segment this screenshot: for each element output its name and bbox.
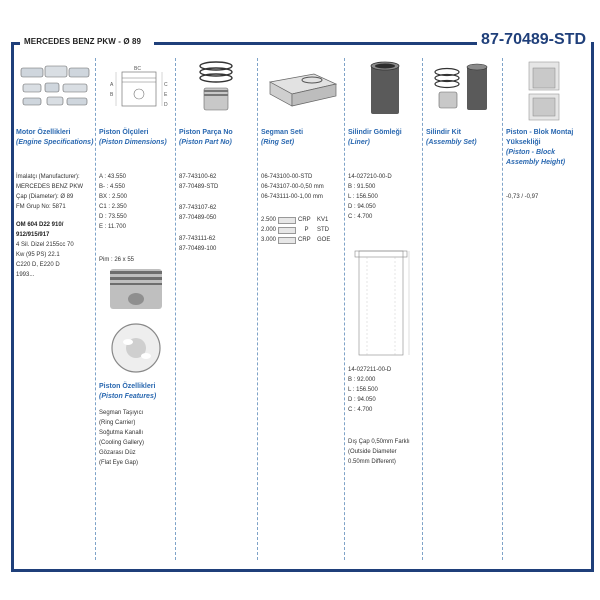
dim-line: BX : 2.500: [99, 194, 128, 200]
ring-type: P: [304, 227, 309, 233]
part-number: 87-743111-62: [179, 236, 216, 242]
part-number: 87-70489-100: [179, 246, 217, 252]
piston-diagram-icon: [98, 64, 174, 114]
engine-line: 1993...: [16, 272, 35, 278]
engine-column: [13, 58, 95, 560]
engine-subtitle: (Engine Specifications): [16, 139, 94, 146]
height-subtitle-line: Assembly Height): [506, 159, 566, 166]
piston-part-numbers: [179, 172, 218, 254]
header-title: MERCEDES BENZ PKW - Ø 89: [20, 37, 145, 46]
dim-line: B- : 4.550: [99, 184, 126, 190]
piston-dims-title-text: Piston Ölçüleri: [99, 129, 149, 136]
liner-spec-2: [348, 365, 391, 415]
liner-note-line: Dış Çap 0,50mm Farklı: [348, 439, 410, 445]
diagram-label-d: D: [164, 102, 168, 108]
part-number: 87-70489-STD: [179, 184, 219, 190]
liner-code: 14-027210-00-D: [348, 174, 392, 180]
feature-line: Soğutma Kanallı: [99, 430, 144, 436]
ring-spec-row: [261, 215, 330, 225]
piston-dims-subtitle: (Piston Dimensions): [99, 139, 167, 146]
height-title: [506, 128, 573, 168]
engine-line: C220 D, E220 D: [16, 262, 60, 268]
piston-dims-column: [95, 58, 175, 560]
liner-note: [348, 437, 410, 467]
diagram-label-b: B: [110, 92, 114, 98]
kit-subtitle: (Assembly Set): [426, 139, 477, 146]
height-title-line: Yüksekliği: [506, 139, 541, 146]
part-number: 87-743100-62: [179, 174, 217, 180]
part-number: 87-743107-62: [179, 205, 217, 211]
ring-size: 2.500: [261, 217, 277, 223]
liner-line: D : 94.050: [348, 397, 376, 403]
kit-title-text: Silindir Kit: [426, 129, 461, 136]
assembly-set-icon: [427, 60, 497, 120]
ring-code: GOE: [317, 237, 331, 243]
ring-code: KV1: [317, 217, 329, 223]
ring-spec-table: [261, 215, 330, 245]
feature-line: Segman Taşıyıcı: [99, 410, 144, 416]
engine-line: MERCEDES BENZ PKW: [16, 184, 84, 190]
liner-line: L : 156.500: [348, 194, 378, 200]
ring-size: 3.000: [261, 237, 277, 243]
piston-features-title: [99, 382, 156, 402]
piston-part-subtitle: (Piston Part No): [179, 139, 232, 146]
ring-profile-icon: [278, 227, 296, 234]
liner-note-line: (Outside Diameter: [348, 449, 397, 455]
ring-set-codes: [261, 172, 324, 202]
liner-drawing: [347, 243, 417, 363]
piston-dims-title: [99, 128, 167, 148]
piston-part-title: [179, 128, 233, 148]
ring-size: 2.000: [261, 227, 277, 233]
ring-set-code: 06-743100-00-STD: [261, 174, 313, 180]
ring-spec-row: [261, 235, 330, 245]
ring-set-box-icon: [264, 62, 340, 117]
diagram-label-bc: BC: [134, 66, 141, 72]
engine-line: İmalatçı (Manufacturer):: [16, 174, 80, 180]
piston-features-subtitle: (Piston Features): [99, 393, 157, 400]
engine-line: Kw (95 PS) 22.1: [16, 252, 60, 258]
diagram-label-c: C: [164, 82, 168, 88]
assembly-height-icon: [511, 58, 581, 123]
liner-column: [344, 58, 422, 560]
ring-set-code: 06-743107-00-0,50 mm: [261, 184, 324, 190]
dim-line: A : 43.550: [99, 174, 127, 180]
ring-profile-icon: [278, 217, 296, 224]
liner-line: B : 91.500: [348, 184, 376, 190]
vehicles-icon: [15, 60, 95, 115]
liner-line: D : 94.050: [348, 204, 376, 210]
liner-title: [348, 128, 402, 148]
feature-line: (Cooling Gallery): [99, 440, 145, 446]
dim-line: E : 11.700: [99, 224, 126, 230]
ring-set-title-text: Segman Seti: [261, 129, 304, 136]
dim-line: D : 73.550: [99, 214, 127, 220]
engine-specs: [16, 172, 83, 280]
liner-code: 14-027211-00-D: [348, 367, 392, 373]
liner-line: L : 156.500: [348, 387, 378, 393]
kit-column: [422, 58, 502, 560]
top-rule-middle: [154, 42, 480, 45]
assembly-height-value: -0,73 / -0,97: [506, 194, 539, 200]
ring-set-column: [257, 58, 344, 560]
piston-photo: [106, 263, 166, 313]
piston-part-column: [175, 58, 257, 560]
ring-set-subtitle: (Ring Set): [261, 139, 295, 146]
part-number: 87-70489-050: [179, 215, 217, 221]
piston-rings-icon: [186, 58, 246, 118]
engine-title: [16, 128, 93, 148]
liner-line: C : 4.700: [348, 407, 373, 413]
feature-line: Gözarası Düz: [99, 450, 136, 456]
ring-type: CRP: [298, 217, 311, 223]
piston-features-title-text: Piston Özellikleri: [99, 383, 156, 390]
feature-line: (Ring Carrier): [99, 420, 136, 426]
height-subtitle-line: (Piston - Block: [506, 149, 556, 156]
ring-set-code: 06-743111-00-1,00 mm: [261, 194, 323, 200]
feature-line: (Flat Eye Gap): [99, 460, 139, 466]
liner-note-line: 0.50mm Different): [348, 459, 396, 465]
height-title-line: Piston - Blok Montaj: [506, 129, 574, 136]
dim-line: C1 : 2.350: [99, 204, 127, 210]
liner-spec-1: [348, 172, 392, 222]
ring-spec-row: [261, 225, 330, 235]
part-code: 87-70489-STD: [477, 31, 590, 49]
liner-line: B : 92.000: [348, 377, 376, 383]
ring-profile-icon: [278, 237, 296, 244]
piston-part-title-text: Piston Parça No: [179, 129, 233, 136]
engine-line: 4 Sil. Dizel 2155cc 70: [16, 242, 74, 248]
liner-icon: [355, 58, 415, 118]
engine-line: FM Grup No: 5871: [16, 204, 66, 210]
piston-top-photo: [106, 320, 166, 375]
diagram-label-e: E: [164, 92, 168, 98]
liner-line: C : 4.700: [348, 214, 373, 220]
height-column: [502, 58, 592, 560]
liner-title-text: Silindir Gömleği: [348, 129, 402, 136]
kit-title: [426, 128, 477, 148]
piston-dims-values: [99, 172, 127, 232]
pin-size: Pim : 26 x 55: [99, 257, 135, 263]
ring-set-title: [261, 128, 303, 148]
engine-code: OM 604 D22 910/: [16, 222, 64, 228]
engine-title-text: Motor Özellikleri: [16, 129, 71, 136]
engine-code: 912/915/917: [16, 232, 50, 238]
diagram-label-a: A: [110, 82, 114, 88]
ring-type: CRP: [298, 237, 311, 243]
ring-code: STD: [317, 227, 330, 233]
piston-features-list: [99, 408, 144, 468]
liner-subtitle: (Liner): [348, 139, 370, 146]
engine-line: Çap (Diameter): Ø 89: [16, 194, 74, 200]
